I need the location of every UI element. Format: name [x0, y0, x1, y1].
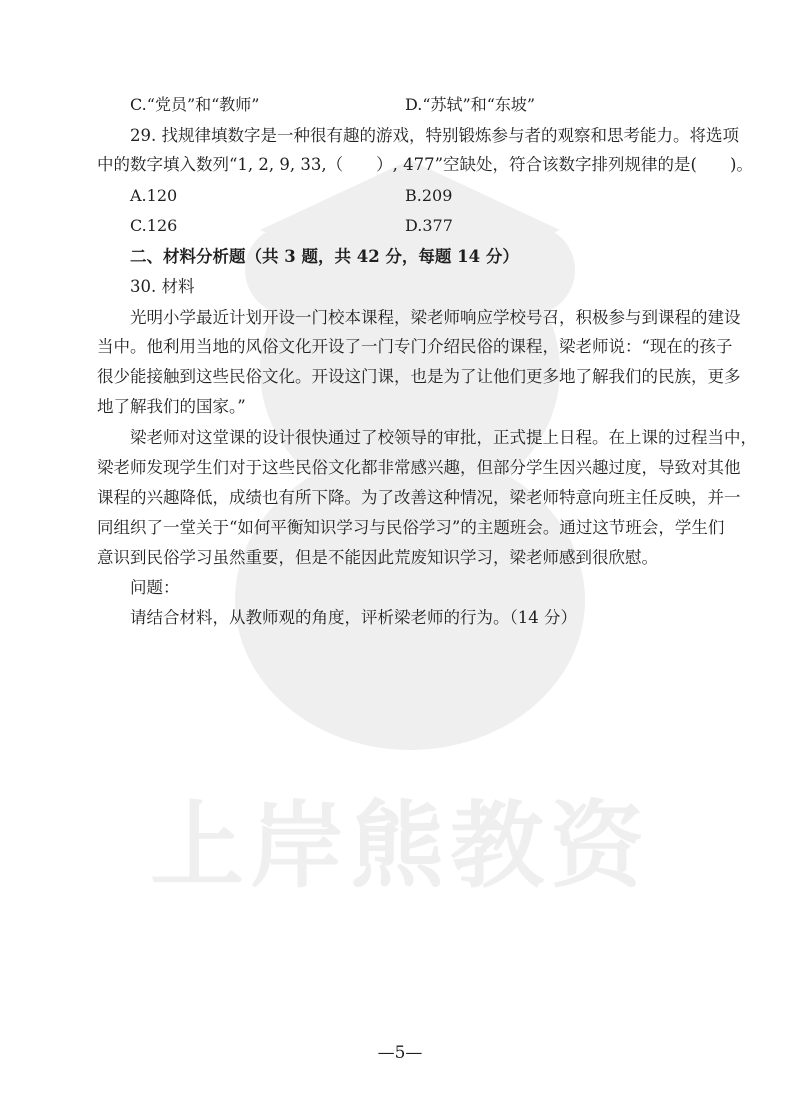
- page-number: —5—: [377, 1043, 423, 1063]
- material-p2-line-1: 梁老师对这堂课的设计很快通过了校领导的审批，正式提上日程。在上课的过程当中，: [130, 428, 757, 447]
- material-p1-line-4: 地了解我们的国家。”: [97, 397, 246, 416]
- q30-title: 30. 材料: [130, 277, 195, 296]
- q29-stem-line-1: 29. 找规律填数字是一种很有趣的游戏，特别锻炼参与者的观察和思考能力。将选项: [130, 126, 739, 145]
- q29-option-b: B.209: [405, 186, 453, 205]
- q29-option-a: A.120: [130, 186, 178, 205]
- material-p1-line-2: 当中。他利用当地的风俗文化开设了一门专门介绍民俗的课程，梁老师说：“现在的孩子: [97, 337, 733, 356]
- question-label: 问题：: [130, 578, 180, 597]
- material-p2-line-5: 意识到民俗学习虽然重要，但是不能因此荒废知识学习，梁老师感到很欣慰。: [97, 548, 658, 567]
- section-heading: 二、材料分析题（共 3 题，共 42 分，每题 14 分）: [130, 247, 519, 266]
- q28-option-c: C.“党员”和“教师”: [130, 95, 260, 114]
- q29-stem-line-2: 中的数字填入数列“1, 2, 9, 33,（ ）, 477”空缺处，符合该数字排列规律的是( )。: [97, 155, 753, 174]
- material-p2-line-2: 梁老师发现学生们对于这些民俗文化都非常感兴趣，但部分学生因兴趣过度，导致对其他: [97, 458, 741, 477]
- question-text: 请结合材料，从教师观的角度，评析梁老师的行为。（14 分）: [130, 608, 577, 627]
- material-p2-line-3: 课程的兴趣降低，成绩也有所下降。为了改善这种情况，梁老师特意向班主任反映，并一: [97, 488, 741, 507]
- q28-option-d: D.“苏轼”和“东坡”: [405, 95, 536, 114]
- q29-option-c: C.126: [130, 216, 178, 235]
- q29-option-d: D.377: [405, 216, 453, 235]
- watermark-text: 上岸熊教资: [150, 792, 651, 901]
- material-p1-line-1: 光明小学最近计划开设一门校本课程，梁老师响应学校号召，积极参与到课程的建设: [130, 308, 741, 327]
- material-p2-line-4: 同组织了一堂关于“如何平衡知识学习与民俗学习”的主题班会。通过这节班会，学生们: [97, 518, 725, 537]
- material-p1-line-3: 很少能接触到这些民俗文化。开设这门课，也是为了让他们更多地了解我们的民族，更多: [97, 367, 741, 386]
